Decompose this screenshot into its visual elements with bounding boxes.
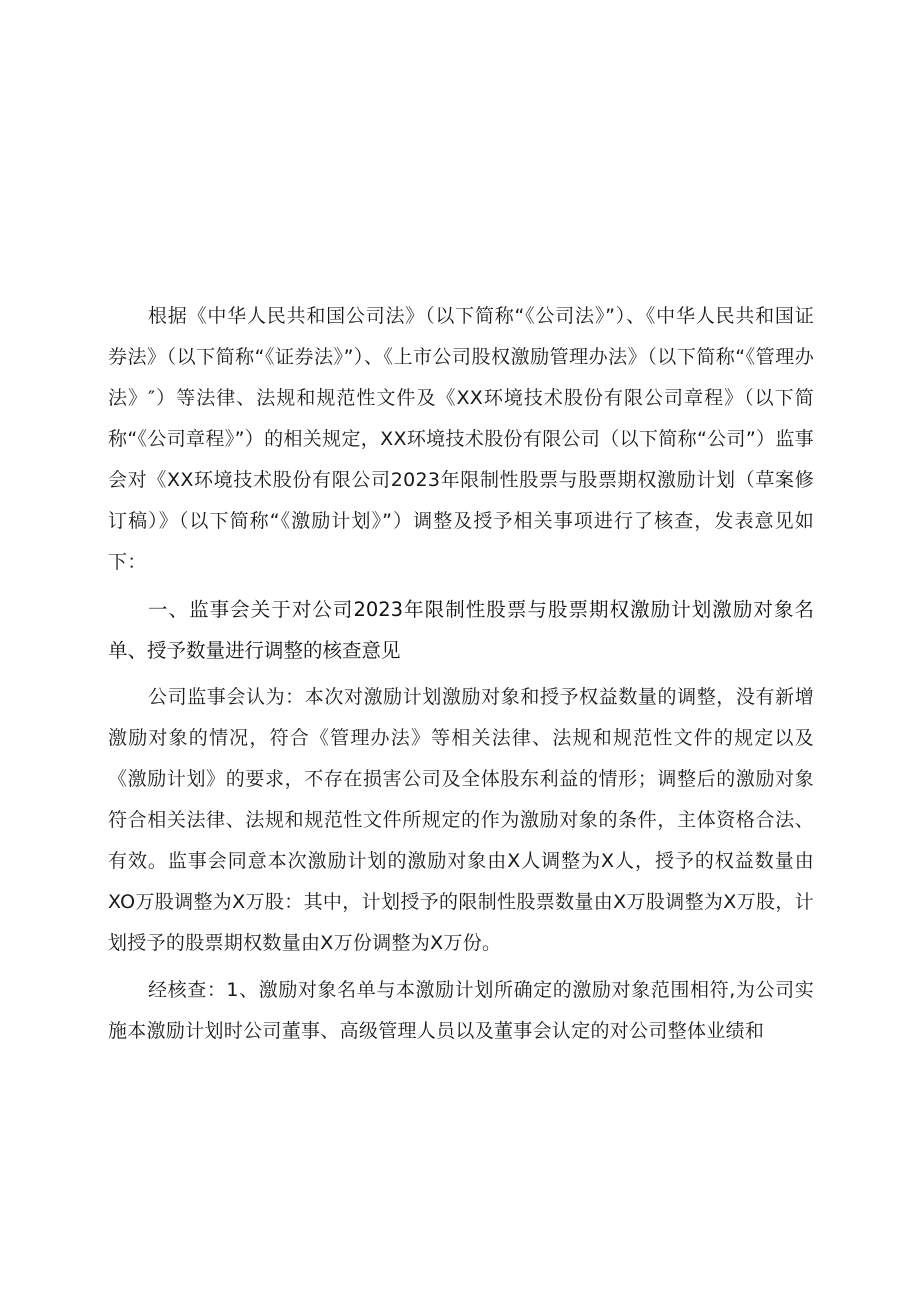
intro-paragraph: 根据《中华人民共和国公司法》（以下简称“《公司法》”）、《中华人民共和国证券法》（以下简称“《证券法》”）、《上市公司股权激励管理办法》（以下简称“《管理办法》″）等法律、法规和规范性文件及《XX环境技术股份有限公司章程》（以下简称“《公司章程》”）的相关规定，XX环境技术股份有限公司（以下简称“公司”）监事会对《XX环境技术股份有限公司2023年限制性股票与股票期权激励计划（草案修订稿）》（以下简称“《激励计划》”）调整及授予相关事项进行了核查，发表意见如下： (108, 305, 814, 573)
board-opinion-paragraph: 公司监事会认为：本次对激励计划激励对象和授予权益数量的调整，没有新增激励对象的情况，符合《管理办法》等相关法律、法规和规范性文件的规定以及《激励计划》的要求，不存在损害公司及全体股东利益的情形；调整后的激励对象符合相关法律、法规和规范性文件所规定的作为激励对象的条件，主体资格合法、有效。监事会同意本次激励计划的激励对象由X人调整为X人，授予的权益数量由XO万股调整为X万股：其中，计划授予的限制性股票数量由X万股调整为X万股，计划授予的股票期权数量由X万份调整为X万份。 (108, 686, 814, 954)
verification-paragraph: 经核查：1、激励对象名单与本激励计划所确定的激励对象范围相符,为公司实施本激励计划时公司董事、高级管理人员以及董事会认定的对公司整体业绩和 (108, 979, 814, 1042)
document-body (108, 296, 814, 1052)
section-heading: 一、监事会关于对公司2023年限制性股票与股票期权激励计划激励对象名单、授予数量进行调整的核查意见 (108, 598, 814, 662)
